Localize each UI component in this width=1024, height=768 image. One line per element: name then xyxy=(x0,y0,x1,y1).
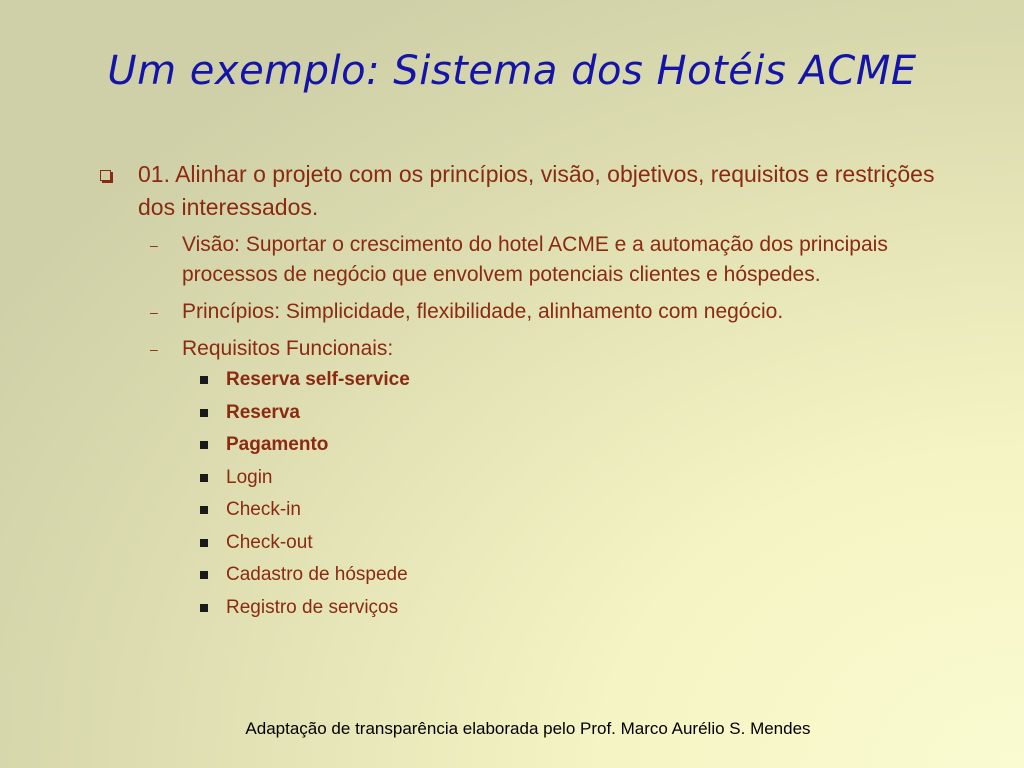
dash-bullet-icon: – xyxy=(150,304,158,320)
subpoint-requirements xyxy=(150,334,962,364)
filled-square-bullet-icon xyxy=(200,571,208,579)
requirement-text: Login xyxy=(226,466,273,488)
filled-square-bullet-icon xyxy=(200,441,208,449)
requirement-text: Check-in xyxy=(226,499,301,520)
filled-square-bullet-icon xyxy=(200,474,208,482)
dash-bullet-icon: – xyxy=(150,237,158,253)
requirement-text: Check-out xyxy=(226,531,313,553)
list-item xyxy=(226,433,960,457)
slide-title: Um exemplo: Sistema dos Hotéis ACME xyxy=(107,48,917,94)
hollow-square-bullet-icon xyxy=(100,170,111,181)
subpoint-text: Visão: Suportar o crescimento do hotel ACME e a automação dos principais processos de negócio que envolvem potenciais clientes e hóspedes. xyxy=(182,233,888,286)
list-item xyxy=(226,498,960,522)
filled-square-bullet-icon xyxy=(200,506,208,514)
list-item xyxy=(226,401,960,425)
subpoint-vision xyxy=(150,230,962,290)
filled-square-bullet-icon xyxy=(200,604,208,612)
subpoint-list xyxy=(100,230,960,620)
slide-footer: Adaptação de transparência elaborada pelo Prof. Marco Aurélio S. Mendes xyxy=(245,719,811,738)
list-item xyxy=(226,466,960,490)
main-bullet-point xyxy=(100,158,960,224)
filled-square-bullet-icon xyxy=(200,376,208,384)
main-bullet-text: 01. Alinhar o projeto com os princípios, visão, objetivos, requisitos e restrições dos interessados. xyxy=(138,161,935,220)
requirement-text: Registro de serviços xyxy=(226,596,399,618)
subpoint-text: Requisitos Funcionais: xyxy=(182,337,394,360)
requirement-text: Pagamento xyxy=(226,434,329,455)
subpoint-text: Princípios: Simplicidade, flexibilidade, alinhamento com negócio. xyxy=(182,300,784,323)
requirements-list xyxy=(182,368,960,620)
list-item xyxy=(226,596,960,620)
filled-square-bullet-icon xyxy=(200,409,208,417)
filled-square-bullet-icon xyxy=(200,539,208,547)
list-item xyxy=(226,531,960,555)
list-item xyxy=(226,563,960,587)
requirement-text: Reserva xyxy=(226,401,300,423)
dash-bullet-icon: – xyxy=(150,341,158,357)
subpoint-principles xyxy=(150,297,962,327)
requirement-text: Cadastro de hóspede xyxy=(226,564,408,585)
slide-content xyxy=(100,158,960,628)
requirement-text: Reserva self-service xyxy=(226,369,410,390)
list-item xyxy=(226,368,960,392)
